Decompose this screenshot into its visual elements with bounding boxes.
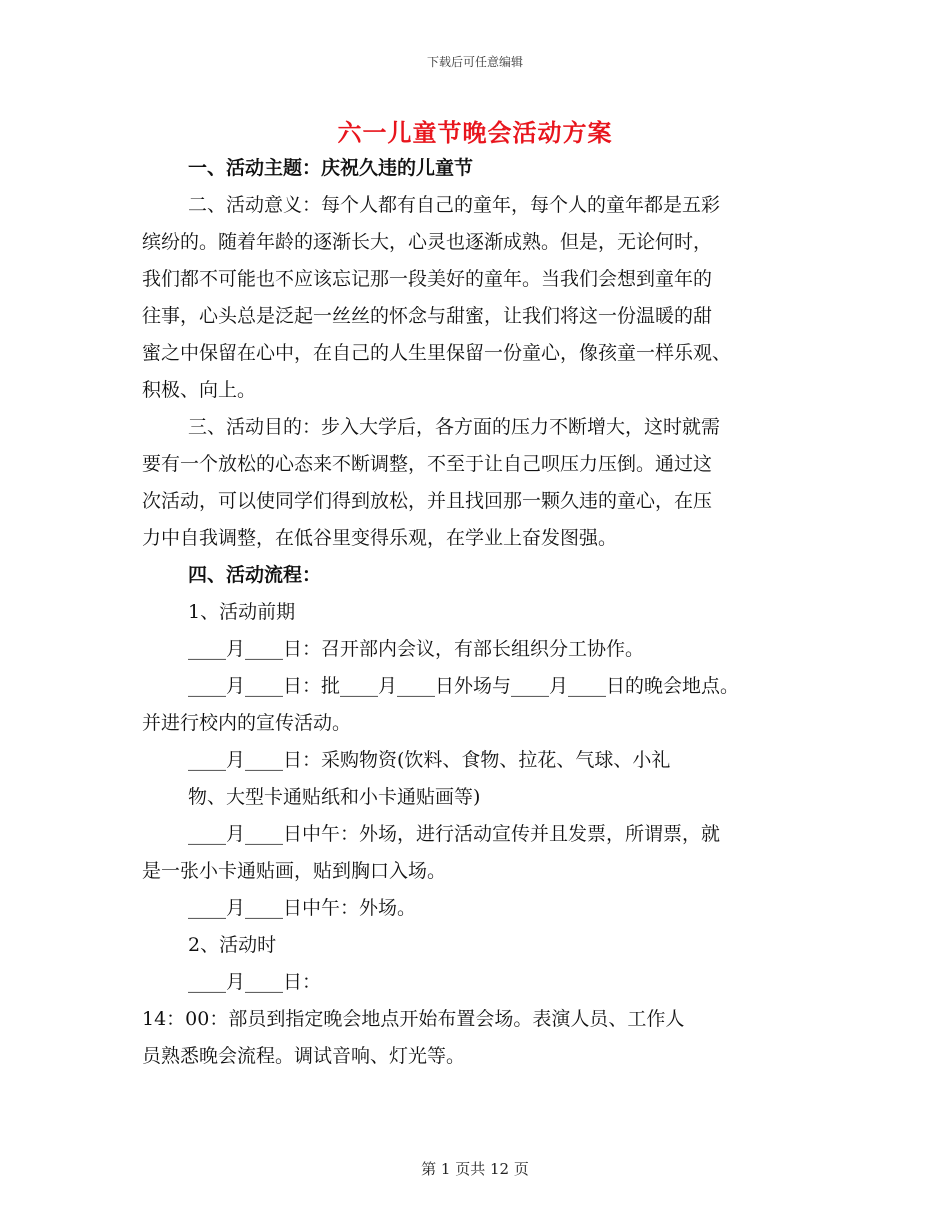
schedule-line: ____月____日：采购物资(饮料、食物、拉花、气球、小礼 bbox=[188, 749, 671, 771]
paragraph-line: 积极、向上。 bbox=[142, 379, 257, 401]
schedule-line: ____月____日中午：外场，进行活动宣传并且发票，所谓票，就 bbox=[188, 823, 721, 845]
paragraph-line: 物、大型卡通贴纸和小卡通贴画等) bbox=[188, 786, 481, 808]
section-theme: 一、活动主题：庆祝久违的儿童节 bbox=[188, 157, 474, 179]
schedule-line: ____月____日中午：外场。 bbox=[188, 897, 417, 919]
page-footer-number: 第 1 页共 12 页 bbox=[421, 1160, 529, 1178]
document-body bbox=[142, 150, 812, 1075]
paragraph-line: 次活动，可以使同学们得到放松，并且找回那一颗久违的童心，在压 bbox=[142, 490, 713, 512]
section-purpose-line: 三、活动目的：步入大学后，各方面的压力不断增大，这时就需 bbox=[188, 416, 721, 438]
section-process-heading: 四、活动流程： bbox=[188, 564, 322, 586]
schedule-line: 14：00：部员到指定晚会地点开始布置会场。表演人员、工作人 bbox=[142, 1008, 685, 1030]
subsection-during-activity: 2、活动时 bbox=[188, 934, 277, 956]
schedule-line: ____月____日：召开部内会议，有部长组织分工协作。 bbox=[188, 638, 645, 660]
document-title: 六一儿童节晚会活动方案 bbox=[337, 118, 613, 147]
paragraph-line: 是一张小卡通贴画，贴到胸口入场。 bbox=[142, 860, 447, 882]
page-header-note: 下载后可任意编辑 bbox=[426, 55, 523, 69]
paragraph-line: 要有一个放松的心态来不断调整，不至于让自己呗压力压倒。通过这 bbox=[142, 453, 713, 475]
subsection-pre-activity: 1、活动前期 bbox=[188, 601, 296, 623]
paragraph-line: 员熟悉晚会流程。调试音响、灯光等。 bbox=[142, 1045, 466, 1067]
paragraph-line: 往事，心头总是泛起一丝丝的怀念与甜蜜，让我们将这一份温暖的甜 bbox=[142, 305, 713, 327]
schedule-line: ____月____日： bbox=[188, 971, 322, 993]
paragraph-line: 并进行校内的宣传活动。 bbox=[142, 712, 352, 734]
paragraph-line: 力中自我调整，在低谷里变得乐观，在学业上奋发图强。 bbox=[142, 527, 618, 549]
section-meaning-line: 二、活动意义：每个人都有自己的童年，每个人的童年都是五彩 bbox=[188, 194, 721, 216]
paragraph-line: 缤纷的。随着年龄的逐渐长大，心灵也逐渐成熟。但是，无论何时， bbox=[142, 231, 713, 253]
paragraph-line: 我们都不可能也不应该忘记那一段美好的童年。当我们会想到童年的 bbox=[142, 268, 713, 290]
schedule-line: ____月____日：批____月____日外场与____月____日的晚会地点。 bbox=[188, 675, 740, 697]
paragraph-line: 蜜之中保留在心中，在自己的人生里保留一份童心，像孩童一样乐观、 bbox=[142, 342, 732, 364]
